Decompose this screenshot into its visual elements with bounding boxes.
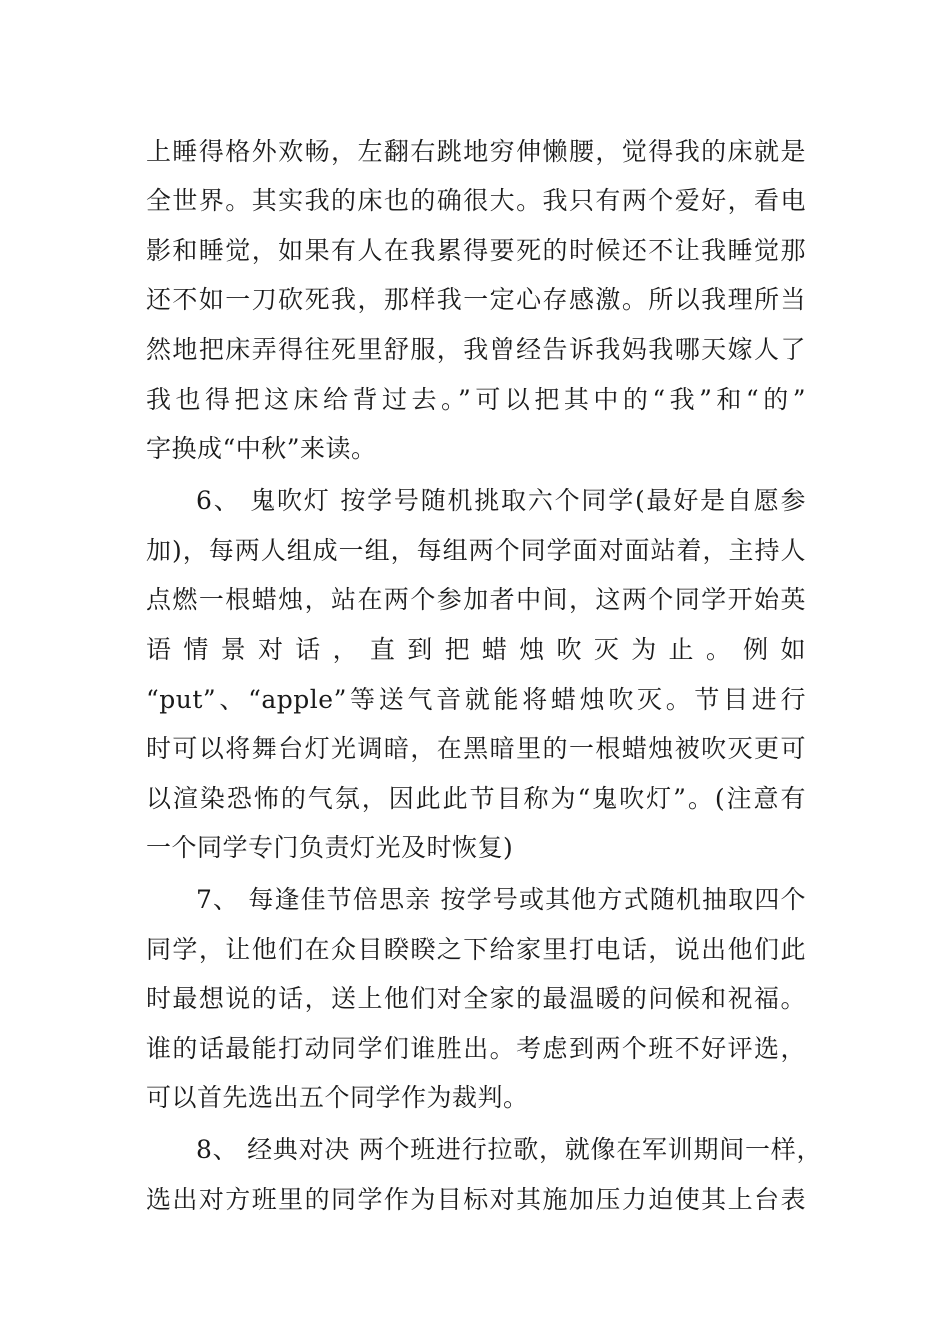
text-line: 谁的话最能打动同学们谁胜出。考虑到两个班不好评选， [146, 1034, 806, 1063]
text-line: 时可以将舞台灯光调暗，在黑暗里的一根蜡烛被吹灭更可 [146, 734, 806, 763]
text-line: “put”、“apple”等送气音就能将蜡烛吹灭。节目进行 [146, 685, 806, 714]
text-line: 影和睡觉，如果有人在我累得要死的时候还不让我睡觉那 [146, 236, 806, 265]
text-line: 语情景对话，直到把蜡烛吹灭为止。例如 [146, 635, 806, 664]
list-item-7-heading: 7、 每逢佳节倍思亲 按学号或其他方式随机抽取四个 [196, 885, 806, 914]
text-line: 同学，让他们在众目睽睽之下给家里打电话，说出他们此 [146, 935, 806, 964]
text-line: 以渲染恐怖的气氛，因此此节目称为“鬼吹灯”。(注意有 [146, 784, 806, 813]
list-item-6-heading: 6、 鬼吹灯 按学号随机挑取六个同学(最好是自愿参 [196, 486, 806, 515]
text-line: 字换成“中秋”来读。 [146, 434, 377, 463]
text-line: 全世界。其实我的床也的确很大。我只有两个爱好，看电 [146, 186, 806, 215]
text-line: 还不如一刀砍死我，那样我一定心存感激。所以我理所当 [146, 285, 806, 314]
text-line: 加)，每两人组成一组，每组两个同学面对面站着，主持人 [146, 536, 806, 565]
text-line: 我也得把这床给背过去。”可以把其中的“我”和“的” [146, 385, 806, 414]
text-line: 然地把床弄得往死里舒服，我曾经告诉我妈我哪天嫁人了 [146, 335, 806, 364]
list-item-8-heading: 8、 经典对决 两个班进行拉歌，就像在军训期间一样， [196, 1135, 822, 1164]
text-line: 点燃一根蜡烛，站在两个参加者中间，这两个同学开始英 [146, 585, 806, 614]
text-line: 上睡得格外欢畅，左翻右跳地穷伸懒腰，觉得我的床就是 [146, 137, 806, 166]
text-line: 时最想说的话，送上他们对全家的最温暖的问候和祝福。 [146, 984, 806, 1013]
text-line: 一个同学专门负责灯光及时恢复) [146, 833, 514, 862]
text-line: 可以首先选出五个同学作为裁判。 [146, 1083, 529, 1112]
text-line: 选出对方班里的同学作为目标对其施加压力迫使其上台表 [146, 1185, 806, 1214]
